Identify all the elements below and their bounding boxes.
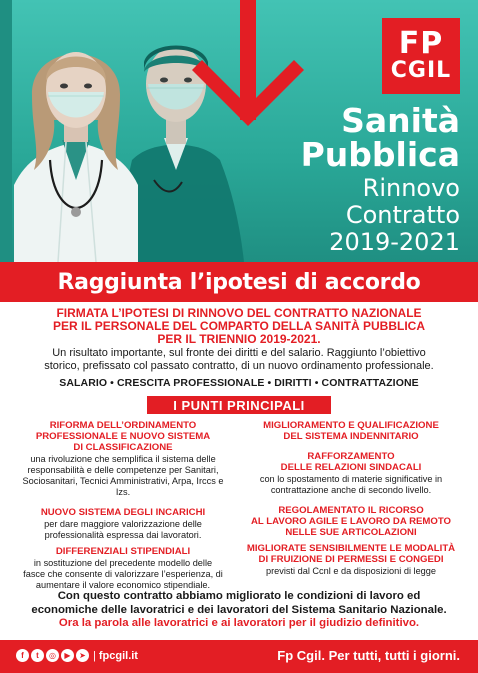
- footer-separator: |: [93, 649, 96, 662]
- point-item: [18, 507, 228, 541]
- intro-body-line2: storico, prefissato col passato contratto, di un nuovo ordinamento professionale.: [44, 360, 434, 372]
- point-heading: NELLE SUE ARTICOLAZIONI: [285, 527, 417, 538]
- hero-subtitle-line1: Rinnovo: [362, 174, 460, 202]
- intro-body-line1: Un risultato importante, sul fronte dei diritti e del salario. Raggiunto l’obiettivo: [52, 347, 426, 359]
- hero-years: 2019-2021: [329, 228, 460, 256]
- point-description: contrattazione anche di secondo livello.: [270, 485, 432, 495]
- point-heading: AL LAVORO AGILE E LAVORO DA REMOTO: [250, 516, 452, 527]
- closing-line3: Ora la parola alle lavoratrici e ai lavoratori per il giudizio definitivo.: [58, 617, 420, 629]
- point-heading: DELLE RELAZIONI SINDACALI: [280, 462, 422, 473]
- social-links: [16, 649, 138, 662]
- hero-title-line2: Pubblica: [300, 135, 460, 174]
- intro-red-line1: FIRMATA L’IPOTESI DI RINNOVO DEL CONTRATTO NAZIONALE: [56, 306, 422, 320]
- closing-statement: [12, 590, 466, 631]
- footer-tagline: Fp Cgil. Per tutti, tutti i giorni.: [277, 648, 460, 663]
- point-item: [240, 505, 462, 538]
- point-item: [18, 546, 228, 591]
- hero-subtitle-line2: Contratto: [345, 201, 460, 229]
- hero-title-block: [250, 101, 460, 256]
- youtube-icon[interactable]: ▶: [61, 649, 74, 662]
- points-column-right: [240, 420, 462, 582]
- telegram-icon[interactable]: ➤: [76, 649, 89, 662]
- point-heading: RAFFORZAMENTO: [307, 451, 395, 462]
- point-heading: PROFESSIONALE E NUOVO SISTEMA: [35, 431, 211, 442]
- facebook-icon[interactable]: f: [16, 649, 29, 662]
- point-description: aumentare il valore economico stipendiale.: [35, 580, 211, 590]
- headline-banner: [0, 262, 478, 302]
- punti-principali-label: [147, 396, 331, 414]
- point-heading: DI FRUIZIONE DI PERMESSI E CONGEDI: [258, 554, 444, 565]
- closing-line1: Con questo contratto abbiamo migliorato le condizioni di lavoro ed: [57, 590, 421, 602]
- point-heading: MIGLIORAMENTO E QUALIFICAZIONE: [263, 420, 439, 431]
- punti-principali-text: I PUNTI PRINCIPALI: [173, 397, 305, 413]
- point-description: fasce che consente di valorizzare l’esperienza, di: [23, 569, 223, 579]
- website-link[interactable]: fpcgil.it: [98, 649, 138, 662]
- point-heading: NUOVO SISTEMA DEGLI INCARICHI: [40, 507, 206, 518]
- logo-fp: FP: [398, 26, 444, 61]
- headline-text: Raggiunta l’ipotesi di accordo: [57, 269, 421, 295]
- intro-topics: SALARIO • CRESCITA PROFESSIONALE • DIRITTI • CONTRATTAZIONE: [59, 377, 419, 389]
- logo-cgil: CGIL: [390, 58, 452, 83]
- footer-bar: [0, 640, 478, 673]
- point-description: con lo spostamento di materie significative in: [259, 474, 443, 484]
- point-description: previsti dal Ccnl e da disposizioni di legge: [265, 566, 437, 576]
- point-description: Sociosanitari, Tecnici Amministrativi, Arpa, Irccs e Izs.: [22, 476, 224, 497]
- points-column-left: [18, 420, 228, 596]
- point-description: una rivoluzione che semplifica il sistema delle: [30, 454, 216, 464]
- point-description: per dare maggiore valorizzazione delle: [44, 519, 202, 529]
- intro-block: [16, 307, 462, 390]
- closing-line2: economiche delle lavoratrici e dei lavoratori del Sistema Sanitario Nazionale.: [31, 603, 447, 616]
- twitter-icon[interactable]: t: [31, 649, 44, 662]
- intro-red-line3: PER IL TRIENNIO 2019-2021.: [157, 332, 321, 346]
- point-item: [240, 451, 462, 496]
- hero-section: [0, 0, 478, 262]
- point-heading: DIFFERENZIALI STIPENDIALI: [55, 546, 191, 557]
- point-heading: DEL SISTEMA INDENNITARIO: [283, 431, 419, 442]
- point-heading: DI CLASSIFICAZIONE: [73, 442, 173, 453]
- instagram-icon[interactable]: ◎: [46, 649, 59, 662]
- point-item: [240, 420, 462, 442]
- point-heading: REGOLAMENTATO IL RICORSO: [278, 505, 424, 516]
- point-description: in sostituzione del precedente modello delle: [33, 558, 213, 568]
- point-description: responsabilità e delle competenze per Sanitari,: [27, 465, 219, 475]
- point-description: professionalità espressa dai lavoratori.: [44, 530, 202, 540]
- point-item: [18, 420, 228, 498]
- point-item: [240, 543, 462, 577]
- point-heading: MIGLIORATE SENSIBILMENTE LE MODALITÀ: [246, 543, 456, 554]
- hero-title-line1: Sanità: [341, 101, 460, 140]
- intro-red-line2: PER IL PERSONALE DEL COMPARTO DELLA SANITÀ PUBBLICA: [52, 319, 426, 333]
- point-heading: RIFORMA DELL’ORDINAMENTO: [49, 420, 197, 431]
- fp-cgil-logo: [382, 18, 460, 94]
